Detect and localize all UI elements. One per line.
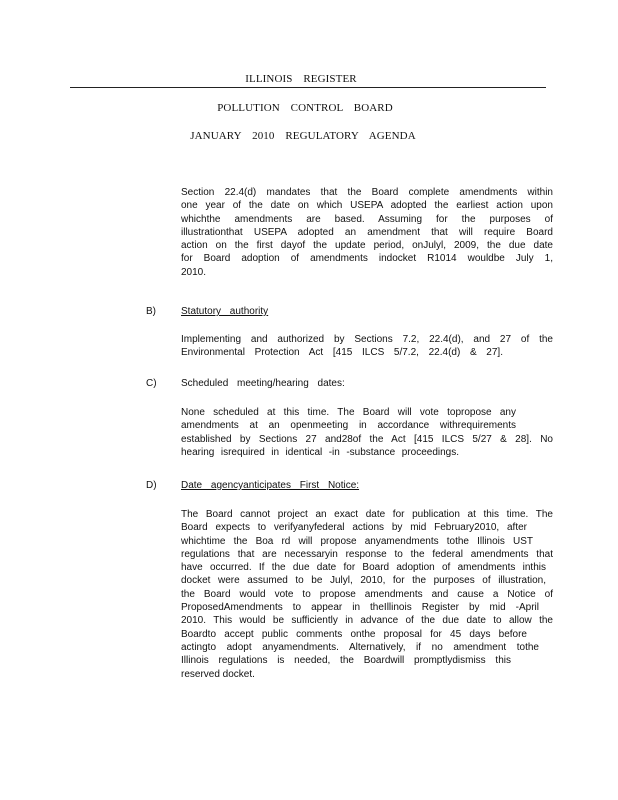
section-b-letter: B) (146, 306, 156, 317)
text-line: Board expects to verifyanyfederal actions by mid February2010, after (181, 522, 527, 534)
section-c-letter: C) (146, 378, 157, 389)
agency-title: POLLUTION CONTROL BOARD (217, 102, 393, 114)
section-d-letter: D) (146, 480, 157, 491)
text-line: 2010. (181, 266, 207, 278)
text-line: Boardto accept public comments onthe proposal for 45 days before (181, 628, 527, 640)
text-line: None scheduled at this time. The Board will vote topropose any (181, 407, 516, 418)
text-line: amendments at an openmeeting in accordance withrequirements (181, 420, 516, 432)
text-line: have occurred. If the due date for Board adoption of amendments inthis (181, 562, 546, 574)
text-line: hearing isrequired in identical -in -substance proceedings. (181, 446, 459, 458)
text-line: one year of the date on which USEPA adopted the earliest action upon (181, 200, 553, 212)
text-line: Environmental Protection Act [415 ILCS 5/7.2, 22.4(d) & 27]. (181, 347, 503, 359)
text-line: docket were assumed to be Julyl, 2010, for the purposes of illustration, (181, 575, 546, 587)
text-line: for Board adoption of amendments indocket R1014 wouldbe July 1, (181, 253, 553, 265)
section-d-paragraph (181, 508, 553, 681)
section-d-heading: Date agencyanticipates First Notice: (181, 480, 360, 491)
section-b-heading: Statutory authority (181, 306, 269, 317)
text-line: the Board would vote to propose amendments and cause a Notice of (181, 588, 553, 600)
register-title: ILLINOIS REGISTER (245, 73, 357, 85)
text-line: The Board cannot project an exact date for publication at this time. The (181, 509, 553, 520)
text-line: ProposedAmendments to appear in theIllinois Register by mid -April (181, 602, 539, 614)
text-line: whichthe amendments are based. Assuming for the purposes of (181, 213, 553, 225)
header-rule (70, 87, 546, 88)
text-line: established by Sections 27 and28of the Act [415 ILCS 5/27 & 28]. No (181, 433, 553, 445)
text-line: Implementing and authorized by Sections 7.2, 22.4(d), and 27 of the (181, 334, 553, 345)
text-line: action on the first dayof the update period, onJulyl, 2009, the due date (181, 240, 553, 252)
section-c-paragraph (181, 406, 553, 459)
agenda-title: JANUARY 2010 REGULATORY AGENDA (190, 130, 416, 142)
section-b-paragraph (181, 333, 553, 360)
text-line: whichtime the Boa rd will propose anyamendments tothe Illinois UST (181, 535, 533, 547)
text-line: illustrationthat USEPA adopted an amendment that will require Board (181, 226, 553, 238)
text-line: reserved docket. (181, 668, 255, 680)
section-c-heading: Scheduled meeting/hearing dates: (181, 378, 345, 389)
text-line: 2010. This would be sufficiently in advance of the due date to allow the (181, 615, 553, 627)
text-line: actingto adopt anyamendments. Alternatively, if no amendment tothe (181, 641, 539, 653)
text-line: Section 22.4(d) mandates that the Board complete amendments within (181, 187, 553, 198)
text-line: regulations that are necessaryin response to the federal amendments that (181, 548, 553, 560)
text-line: Illinois regulations is needed, the Boardwill promptlydismiss this (181, 655, 511, 667)
intro-paragraph (181, 186, 553, 279)
